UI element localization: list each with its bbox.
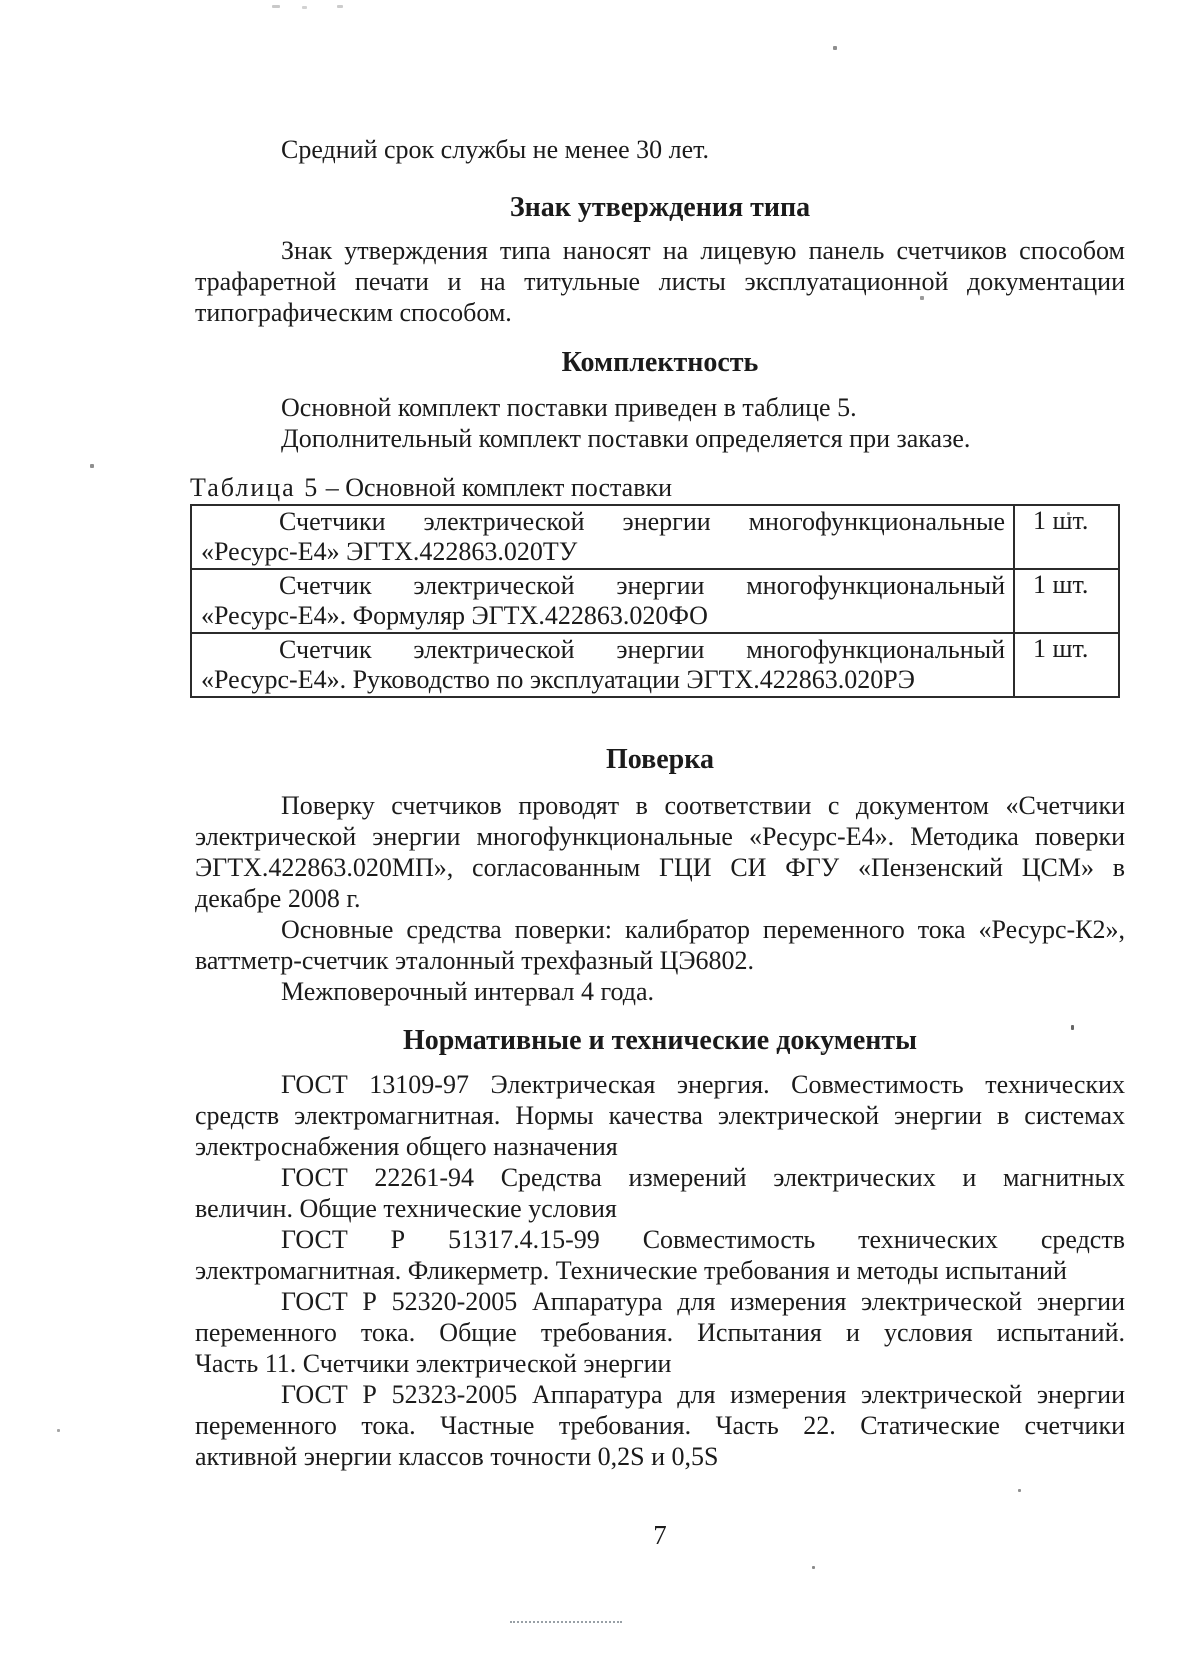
paragraph-line: ГОСТ 13109-97 Электрическая энергия. Совместимость технических — [281, 1070, 1125, 1099]
paragraph-line: переменного тока. Частные требования. Часть 22. Статические счетчики — [195, 1411, 1125, 1440]
paragraph-line: Основной комплект поставки приведен в таблице 5. — [281, 393, 857, 422]
type-approval-paragraph — [195, 235, 1125, 328]
paragraph-line: средств электромагнитная. Нормы качества электрической энергии в системах — [195, 1101, 1125, 1130]
service-life-paragraph: Средний срок службы не менее 30 лет. — [281, 135, 710, 164]
paragraph-line: Дополнительный комплект поставки определяется при заказе. — [281, 424, 971, 453]
paragraph-line: ЭГТХ.422863.020МП», согласованным ГЦИ СИ ФГУ «Пензенский ЦСМ» в — [195, 853, 1125, 882]
table-cell-line: «Ресурс-Е4». Руководство по эксплуатации ЭГТХ.422863.020РЭ — [201, 665, 915, 694]
table-cell-line: Счетчик электрической энергии многофункциональный — [279, 635, 1005, 664]
paragraph-line: электроснабжения общего назначения — [195, 1132, 618, 1161]
page-number: 7 — [653, 1520, 667, 1550]
table-cell-quantity: 1 шт. — [1014, 505, 1119, 569]
table-cell-description — [191, 505, 1014, 569]
verification-procedure-paragraph — [195, 790, 1125, 914]
paragraph-line: Поверку счетчиков проводят в соответствии с документом «Счетчики — [281, 791, 1125, 820]
section-heading-standards: Нормативные и технические документы — [403, 1025, 917, 1056]
table-cell-quantity: 1 шт. — [1014, 633, 1119, 697]
section-heading-type-approval: Знак утверждения типа — [509, 192, 811, 223]
document-content — [190, 0, 1125, 1551]
scan-artifact-dot — [57, 1429, 60, 1432]
table-cell-quantity: 1 шт. — [1014, 569, 1119, 633]
gost-paragraph — [195, 1286, 1125, 1379]
delivery-kit-table — [190, 504, 1120, 698]
table-row — [191, 569, 1119, 633]
paragraph-line: ГОСТ Р 51317.4.15-99 Совместимость технических средств — [281, 1225, 1125, 1254]
scan-artifact-dot — [90, 464, 94, 468]
paragraph-line: электромагнитная. Фликерметр. Технические требования и методы испытаний — [195, 1256, 1067, 1285]
paragraph-line: Знак утверждения типа наносят на лицевую панель счетчиков способом — [281, 236, 1125, 265]
verification-means-paragraph — [195, 914, 1125, 976]
paragraph-line: переменного тока. Общие требования. Испытания и условия испытаний. — [195, 1318, 1125, 1347]
paragraph-line: ГОСТ Р 52323-2005 Аппаратура для измерения электрической энергии — [281, 1380, 1125, 1409]
table-cell-description — [191, 569, 1014, 633]
table-cell-line: «Ресурс-Е4». Формуляр ЭГТХ.422863.020ФО — [201, 601, 708, 630]
paragraph-line: ваттметр-счетчик эталонный трехфазный ЦЭ6802. — [195, 946, 755, 975]
paragraph-line: Часть 11. Счетчики электрической энергии — [195, 1349, 672, 1378]
table-caption — [190, 475, 1125, 501]
table-cell-line: «Ресурс-Е4» ЭГТХ.422863.020ТУ — [201, 537, 578, 566]
gost-paragraph — [195, 1224, 1125, 1286]
verification-interval-paragraph: Межповерочный интервал 4 года. — [281, 977, 655, 1006]
table-caption-text: – Основной комплект поставки — [325, 473, 673, 502]
section-heading-verification: Поверка — [606, 744, 714, 775]
table-row — [191, 633, 1119, 697]
section-heading-completeness: Комплектность — [561, 347, 759, 378]
paragraph-line: величин. Общие технические условия — [195, 1194, 617, 1223]
gost-paragraph — [195, 1069, 1125, 1162]
table-cell-line: Счетчики электрической энергии многофункциональные — [279, 507, 1005, 536]
paragraph-line: декабре 2008 г. — [195, 884, 361, 913]
completeness-paragraph — [195, 392, 1125, 454]
paragraph-line: активной энергии классов точности 0,2S и 0,5S — [195, 1442, 719, 1471]
scan-artifact-dot — [812, 1566, 815, 1569]
paragraph-line: Основные средства поверки: калибратор переменного тока «Ресурс-К2», — [281, 915, 1125, 944]
paragraph-line: ГОСТ Р 52320-2005 Аппаратура для измерения электрической энергии — [281, 1287, 1125, 1316]
table-caption-label: Таблица 5 — [190, 473, 320, 502]
table-cell-description — [191, 633, 1014, 697]
paragraph-line: трафаретной печати и на титульные листы эксплуатационной документации — [195, 267, 1125, 296]
paragraph-line: ГОСТ 22261-94 Средства измерений электрических и магнитных — [281, 1163, 1125, 1192]
gost-paragraph — [195, 1162, 1125, 1224]
table-cell-line: Счетчик электрической энергии многофункциональный — [279, 571, 1005, 600]
standards-list — [195, 1069, 1125, 1472]
table-row — [191, 505, 1119, 569]
gost-paragraph — [195, 1379, 1125, 1472]
scan-artifact-dotted-line — [510, 1621, 622, 1623]
paragraph-line: электрической энергии многофункциональные «Ресурс-Е4». Методика поверки — [195, 822, 1125, 851]
paragraph-line: типографическим способом. — [195, 298, 512, 327]
